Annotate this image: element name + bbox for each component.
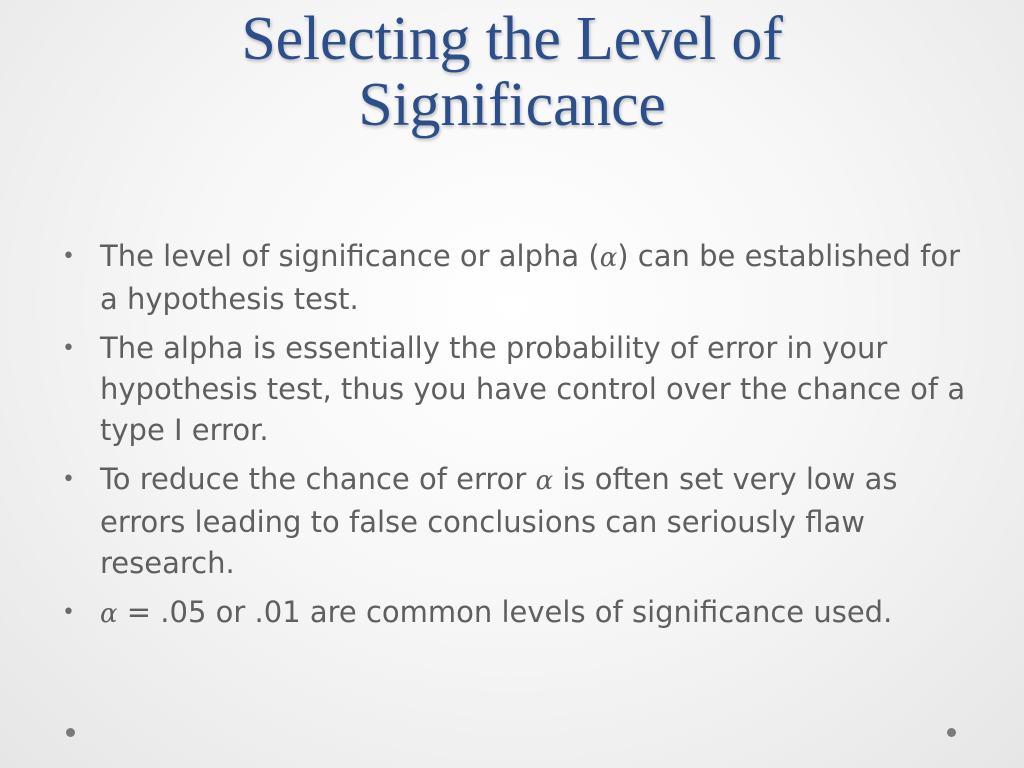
- bullet-dot-icon: •: [62, 244, 75, 269]
- corner-dot-right-icon: [947, 728, 956, 737]
- bullet-dot-icon: •: [62, 600, 75, 625]
- bullet-4-text-after: = .05 or .01 are common levels of significance used.: [117, 595, 893, 629]
- slide-body: [56, 236, 976, 643]
- bullet-item-2: [56, 328, 976, 451]
- bullet-3-text-before: To reduce the chance of error: [100, 462, 536, 496]
- title-line-2: Significance: [358, 71, 666, 139]
- slide-title: [60, 6, 964, 138]
- bullet-item-3: [56, 459, 976, 584]
- bullet-dot-icon: •: [62, 336, 75, 361]
- bullet-1-text-before: The level of significance or alpha (: [100, 239, 600, 273]
- bullet-1-text-after: ) can be established for a hypothesis test.: [100, 239, 961, 316]
- bullet-3-text-after: is often set very low as errors leading to false conclusions can seriously flaw research.: [100, 462, 898, 580]
- bullet-item-1: [56, 236, 976, 320]
- corner-dot-left-icon: [66, 728, 75, 737]
- alpha-symbol: α: [535, 466, 554, 496]
- alpha-symbol: α: [599, 243, 618, 273]
- alpha-symbol: α: [100, 599, 118, 629]
- bullet-item-4: [56, 592, 976, 635]
- bullet-list: [56, 236, 976, 635]
- title-line-1: Selecting the Level of: [241, 5, 783, 73]
- bullet-dot-icon: •: [62, 467, 75, 492]
- bullet-2-text: The alpha is essentially the probability of error in your hypothesis test, thus you have control over the chance of a type I error.: [100, 331, 966, 447]
